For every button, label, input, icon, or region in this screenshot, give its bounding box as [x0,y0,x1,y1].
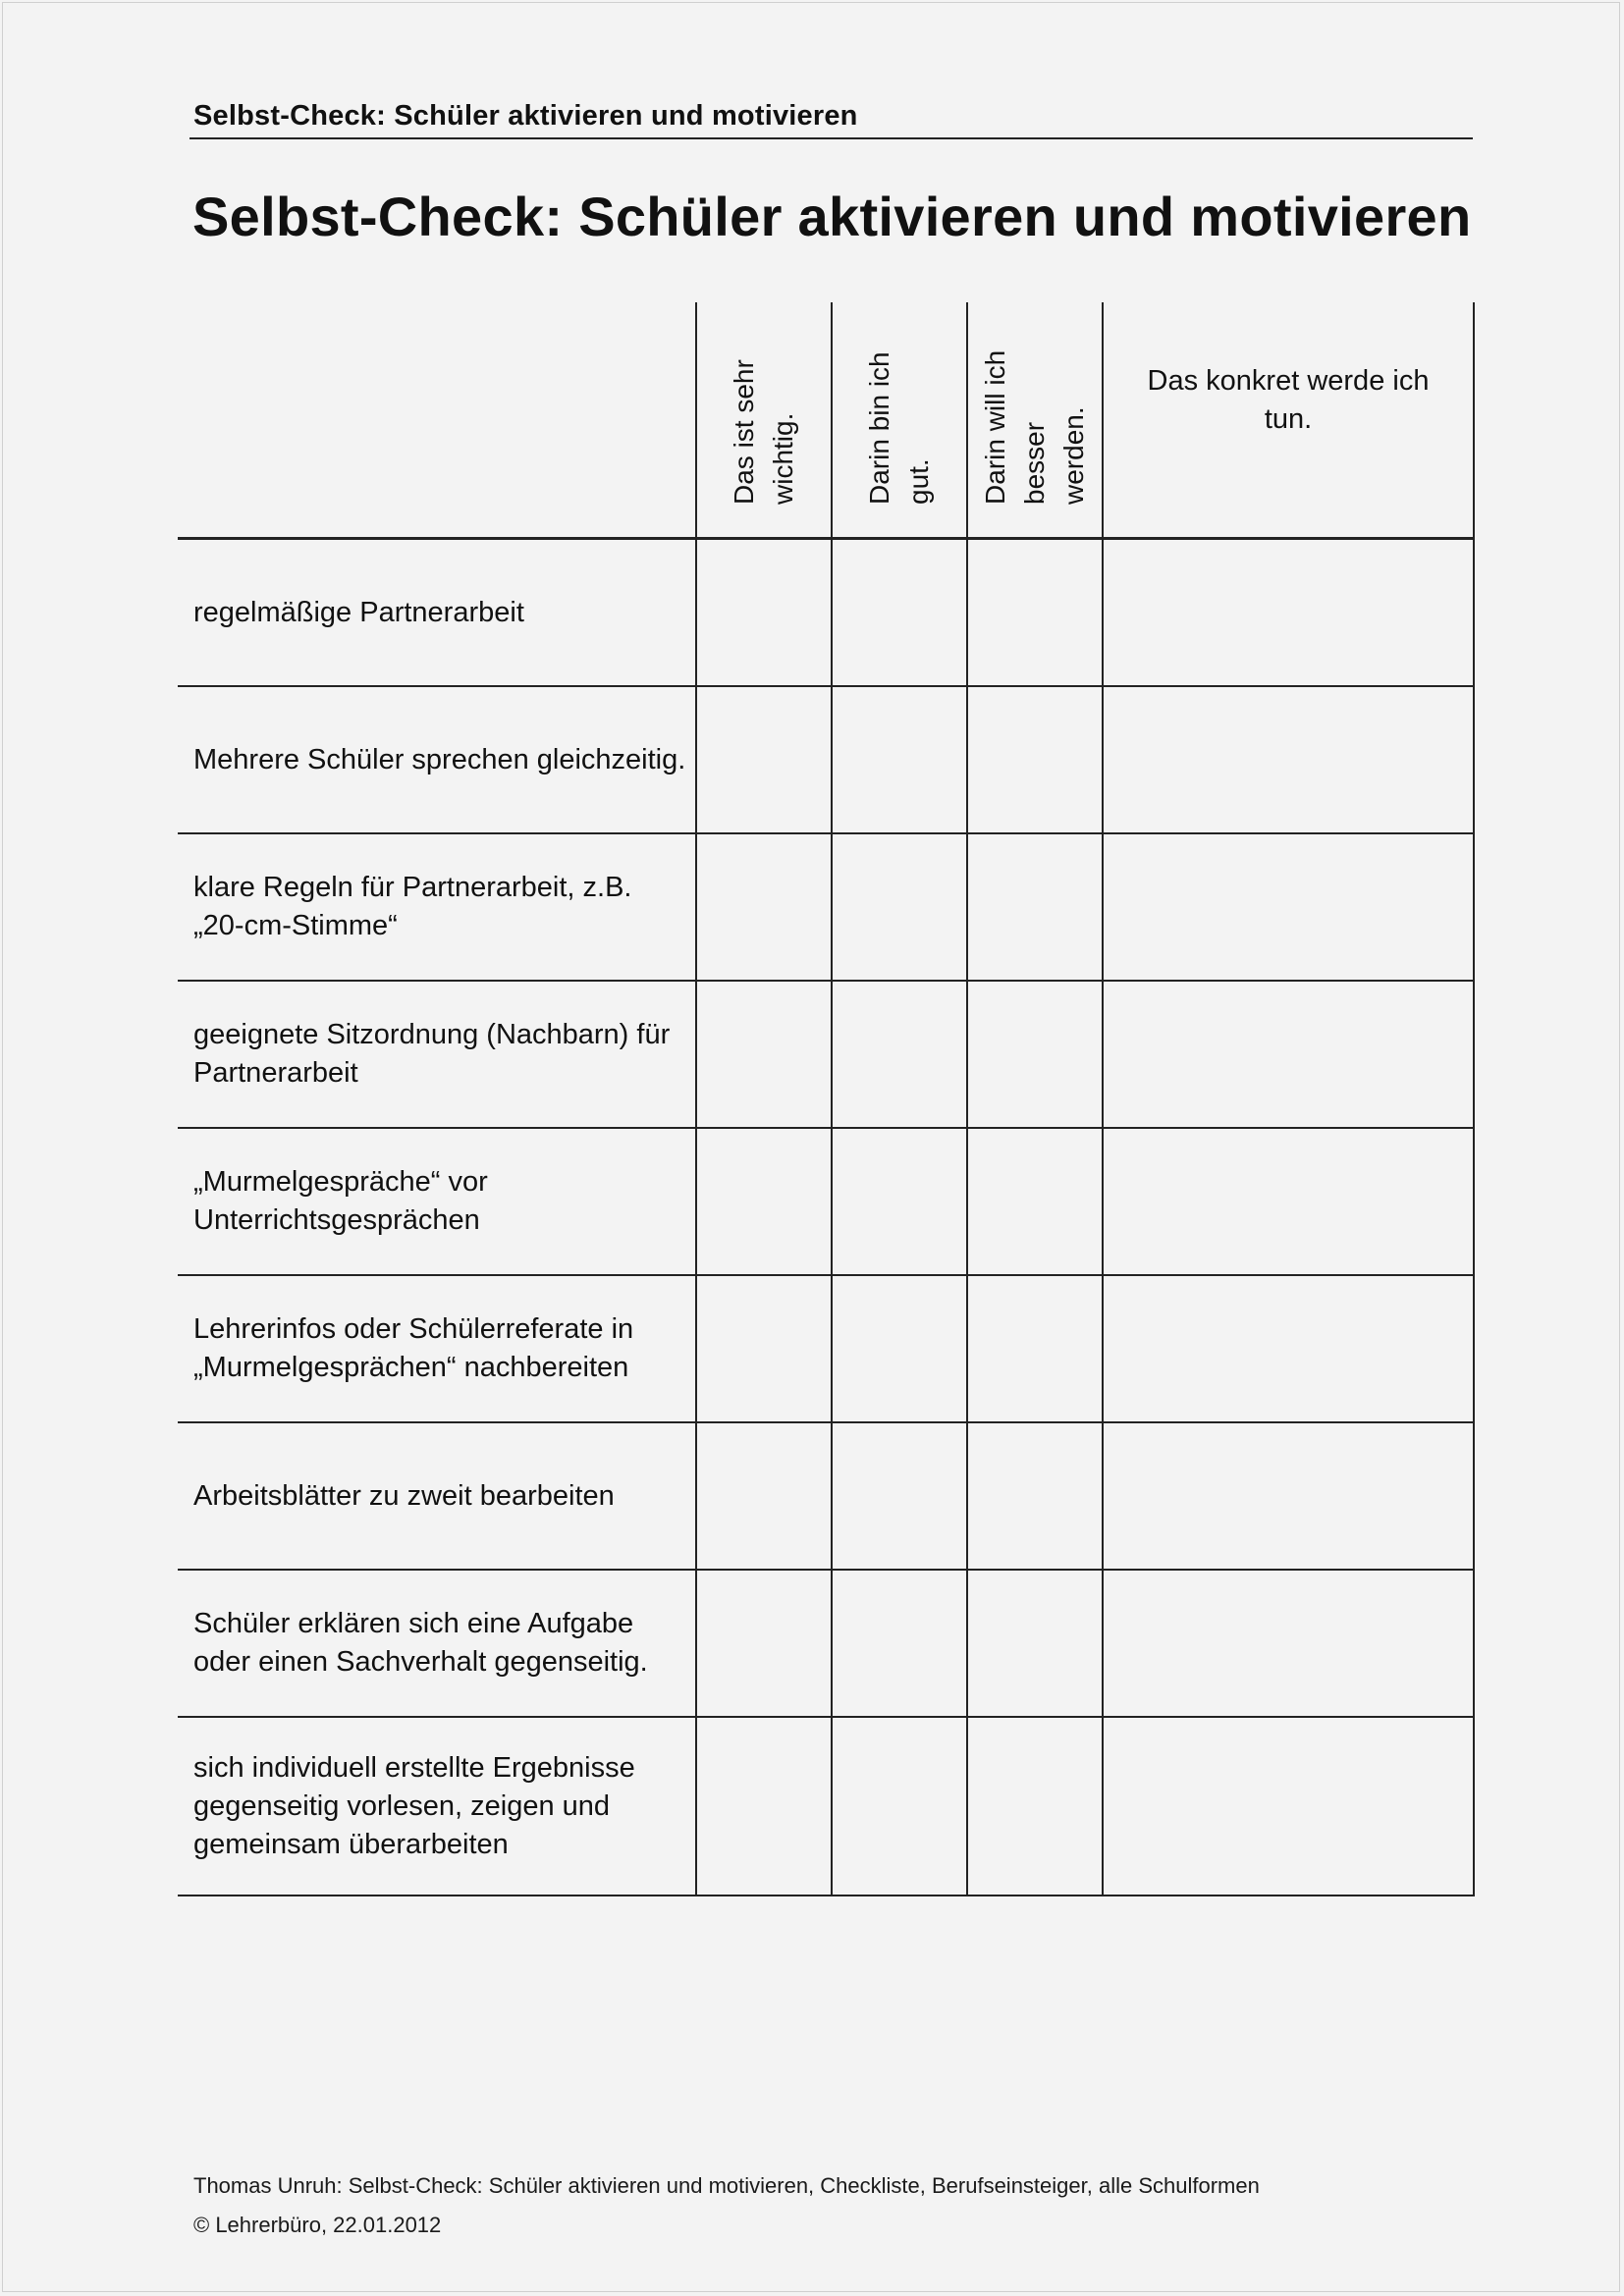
column-header-action [1103,302,1474,539]
criterion-text: Schüler erklären sich eine Aufgabe oder einen Sachverhalt gegenseitig. [193,1608,648,1678]
table-row [178,1717,1474,1896]
action-cell[interactable] [1103,686,1474,833]
check-cell-improve[interactable] [967,1128,1103,1275]
action-cell[interactable] [1103,1422,1474,1570]
criterion-cell [178,1422,696,1570]
check-cell-improve[interactable] [967,1717,1103,1896]
check-cell-improve[interactable] [967,539,1103,687]
column-header-label: Das konkret werde ich tun. [1147,364,1430,435]
criterion-text: regelmäßige Partnerarbeit [193,596,524,628]
check-cell-good-at[interactable] [832,981,967,1128]
check-cell-important[interactable] [696,1422,832,1570]
check-cell-important[interactable] [696,981,832,1128]
criterion-cell [178,1275,696,1422]
action-cell[interactable] [1103,1717,1474,1896]
criterion-cell [178,1570,696,1717]
header-rule [189,137,1473,139]
table-row [178,539,1474,687]
check-cell-good-at[interactable] [832,1570,967,1717]
criterion-cell [178,1717,696,1896]
check-cell-improve[interactable] [967,686,1103,833]
table-row [178,1422,1474,1570]
table-row [178,1570,1474,1717]
check-cell-good-at[interactable] [832,1717,967,1896]
criterion-text: Arbeitsblätter zu zweit bearbeiten [193,1479,615,1512]
self-check-table [178,302,1475,1896]
action-cell[interactable] [1103,833,1474,981]
criterion-text: geeignete Sitzordnung (Nachbarn) für Partnerarbeit [193,1019,671,1089]
check-cell-important[interactable] [696,1128,832,1275]
table-row [178,833,1474,981]
criterion-text: sich individuell erstellte Ergebnisse gegenseitig vorlesen, zeigen und gemeinsam überarbeiten [193,1751,635,1860]
check-cell-improve[interactable] [967,1275,1103,1422]
check-cell-important[interactable] [696,833,832,981]
action-cell[interactable] [1103,1570,1474,1717]
check-cell-important[interactable] [696,686,832,833]
check-cell-improve[interactable] [967,981,1103,1128]
criterion-cell [178,1128,696,1275]
action-cell[interactable] [1103,539,1474,687]
check-cell-good-at[interactable] [832,539,967,687]
table-header-row [178,302,1474,539]
check-cell-good-at[interactable] [832,833,967,981]
action-cell[interactable] [1103,981,1474,1128]
check-cell-important[interactable] [696,1570,832,1717]
check-cell-good-at[interactable] [832,686,967,833]
criterion-cell [178,981,696,1128]
check-cell-important[interactable] [696,1717,832,1896]
criterion-cell [178,686,696,833]
document-title: Selbst-Check: Schüler aktivieren und motivieren [192,186,1472,247]
action-cell[interactable] [1103,1128,1474,1275]
check-cell-important[interactable] [696,539,832,687]
footer-citation: Thomas Unruh: Selbst-Check: Schüler aktivieren und motivieren, Checkliste, Berufseinsteiger, alle Schulformen [193,2173,1260,2198]
check-cell-improve[interactable] [967,1570,1103,1717]
criterion-cell [178,833,696,981]
criterion-text: klare Regeln für Partnerarbeit, z.B. „20-cm-Stimme“ [193,872,632,941]
table-row [178,686,1474,833]
action-cell[interactable] [1103,1275,1474,1422]
check-cell-improve[interactable] [967,833,1103,981]
criterion-cell [178,539,696,687]
column-header-label: Darin will ich besser werden. [980,349,1089,505]
footer-copyright: © Lehrerbüro, 22.01.2012 [193,2213,442,2237]
running-header: Selbst-Check: Schüler aktivieren und motivieren [193,100,858,132]
criterion-text: Lehrerinfos oder Schülerreferate in „Murmelgesprächen“ nachbereiten [193,1313,634,1383]
table-row [178,981,1474,1128]
column-header-good-at [832,302,967,539]
column-header-improve [967,302,1103,539]
table-row [178,1275,1474,1422]
column-header-label: Das ist sehr wichtig. [729,359,798,505]
check-cell-improve[interactable] [967,1422,1103,1570]
check-cell-good-at[interactable] [832,1275,967,1422]
criterion-text: „Murmelgespräche“ vor Unterrichtsgesprächen [193,1166,488,1236]
criterion-text: Mehrere Schüler sprechen gleichzeitig. [193,743,686,775]
check-cell-good-at[interactable] [832,1422,967,1570]
criteria-header-cell [178,302,696,539]
column-header-important [696,302,832,539]
check-cell-good-at[interactable] [832,1128,967,1275]
check-cell-important[interactable] [696,1275,832,1422]
column-header-label: Darin bin ich gut. [864,351,934,505]
table-row [178,1128,1474,1275]
